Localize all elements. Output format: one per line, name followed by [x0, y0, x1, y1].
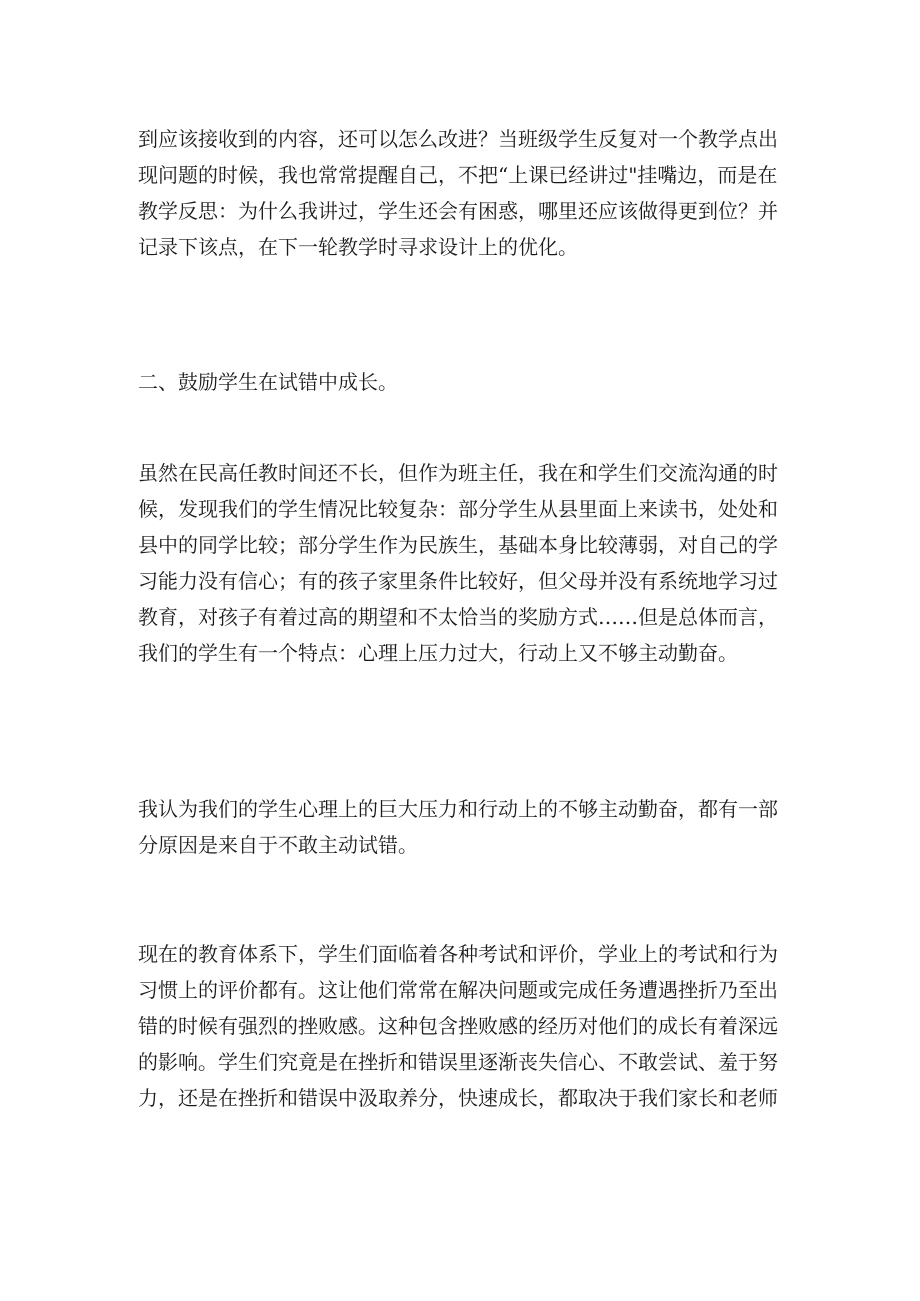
section-heading	[138, 364, 788, 400]
text-line: 我们的学生有一个特点：心理上压力过大，行动上又不够主动勤奋。	[138, 641, 738, 665]
text-line: 候，发现我们的学生情况比较复杂：部分学生从县里面上来读书，处处和	[138, 497, 778, 521]
text-line: 现在的教育体系下，学生们面临着各种考试和评价，学业上的考试和行为	[138, 942, 778, 966]
text-line: 分原因是来自于不敢主动试错。	[138, 833, 418, 857]
text-line: 错的时候有强烈的挫败感。这种包含挫败感的经历对他们的成长有着深远	[138, 1014, 778, 1038]
text-line: 的影响。学生们究竟是在挫折和错误里逐渐丧失信心、不敢尝试、羞于努	[138, 1050, 778, 1074]
text-line: 记录下该点，在下一轮教学时寻求设计上的优化。	[138, 235, 578, 259]
text-line: 到应该接收到的内容，还可以怎么改进？当班级学生反复对一个教学点出	[138, 127, 778, 151]
text-line: 现问题的时候，我也常常提醒自己，不把“上课已经讲过"挂嘴边，而是在	[138, 163, 778, 187]
paragraph-reflection-continued	[138, 121, 788, 265]
text-line: 力，还是在挫折和错误中汲取养分，快速成长，都取决于我们家长和老师	[138, 1086, 778, 1110]
paragraph-education-system	[138, 936, 788, 1116]
text-line: 虽然在民高任教时间还不长，但作为班主任，我在和学生们交流沟通的时	[138, 461, 778, 485]
text-line: 县中的同学比较；部分学生作为民族生，基础本身比较薄弱，对自己的学	[138, 533, 778, 557]
paragraph-student-situation	[138, 455, 788, 671]
text-line: 教学反思：为什么我讲过，学生还会有困惑，哪里还应该做得更到位？并	[138, 199, 778, 223]
text-line: 习能力没有信心；有的孩子家里条件比较好，但父母并没有系统地学习过	[138, 569, 778, 593]
text-line: 教育，对孩子有着过高的期望和不太恰当的奖励方式……但是总体而言，	[138, 605, 778, 629]
text-line: 我认为我们的学生心理上的巨大压力和行动上的不够主动勤奋，都有一部	[138, 797, 778, 821]
text-line: 习惯上的评价都有。这让他们常常在解决问题或完成任务遭遇挫折乃至出	[138, 978, 778, 1002]
paragraph-trial-and-error-cause	[138, 791, 788, 863]
heading-text: 二、鼓励学生在试错中成长。	[138, 370, 398, 394]
